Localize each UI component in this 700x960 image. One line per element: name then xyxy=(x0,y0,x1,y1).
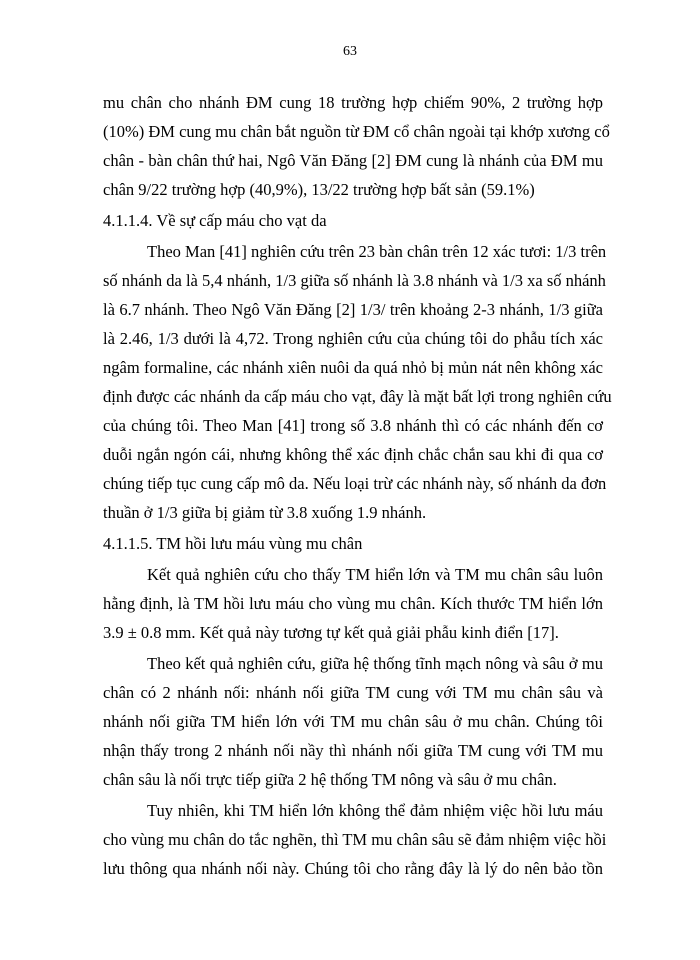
text-line: Tuy nhiên, khi TM hiển lớn không thể đảm nhiệm việc hồi lưu máu xyxy=(147,801,603,820)
text-line: Theo kết quả nghiên cứu, giữa hệ thống tĩnh mạch nông và sâu ở mu xyxy=(147,654,603,673)
text-line: duỗi ngắn ngón cái, nhưng không thể xác định chắc chắn sau khi đi qua cơ xyxy=(103,445,603,464)
section-heading: 4.1.1.4. Về sự cấp máu cho vạt da xyxy=(103,211,327,230)
text-line: hằng định, là TM hồi lưu máu cho vùng mu chân. Kích thước TM hiển lớn xyxy=(103,594,603,613)
text-line: nhận thấy trong 2 nhánh nối nầy thì nhánh nối giữa TM cung với TM mu xyxy=(103,741,603,760)
text-line: ngâm formaline, các nhánh xiên nuôi da quá nhỏ bị mủn nát nên không xác xyxy=(103,358,603,377)
text-line: là 6.7 nhánh. Theo Ngô Văn Đăng [2] 1/3/ trên khoảng 2-3 nhánh, 1/3 giữa xyxy=(103,300,603,319)
text-line: chân 9/22 trường hợp (40,9%), 13/22 trường hợp bất sản (59.1%) xyxy=(103,180,535,199)
text-line: mu chân cho nhánh ĐM cung 18 trường hợp chiếm 90%, 2 trường hợp xyxy=(103,93,603,112)
text-line: chân - bàn chân thứ hai, Ngô Văn Đăng [2] ĐM cung là nhánh của ĐM mu xyxy=(103,151,603,170)
body-text xyxy=(103,88,612,883)
text-line: 3.9 ± 0.8 mm. Kết quả này tương tự kết quả giải phẫu kinh điển [17]. xyxy=(103,623,559,642)
text-line: thuần ở 1/3 giữa bị giảm từ 3.8 xuống 1.9 nhánh. xyxy=(103,503,427,522)
text-line: chân có 2 nhánh nối: nhánh nối giữa TM cung với TM mu chân sâu và xyxy=(103,683,603,702)
text-line: của chúng tôi. Theo Man [41] trong số 3.8 nhánh thì có các nhánh đến cơ xyxy=(103,416,603,435)
text-line: định được các nhánh da cấp máu cho vạt, đây là mặt bất lợi trong nghiên cứu xyxy=(103,387,612,406)
text-line: số nhánh da là 5,4 nhánh, 1/3 giữa số nhánh là 3.8 nhánh và 1/3 xa số nhánh xyxy=(103,271,606,290)
text-line: nhánh nối giữa TM hiển lớn với TM mu chân sâu ở mu chân. Chúng tôi xyxy=(103,712,603,731)
page-number: 63 xyxy=(343,44,357,59)
text-line: cho vùng mu chân do tắc nghẽn, thì TM mu chân sâu sẽ đảm nhiệm việc hồi xyxy=(103,830,607,849)
text-line: Kết quả nghiên cứu cho thấy TM hiển lớn và TM mu chân sâu luôn xyxy=(147,565,603,584)
section-heading: 4.1.1.5. TM hồi lưu máu vùng mu chân xyxy=(103,534,363,553)
text-line: chân sâu là nối trực tiếp giữa 2 hệ thống TM nông và sâu ở mu chân. xyxy=(103,770,557,789)
text-line: Theo Man [41] nghiên cứu trên 23 bàn chân trên 12 xác tươi: 1/3 trên xyxy=(147,242,607,261)
text-line: (10%) ĐM cung mu chân bắt nguồn từ ĐM cổ chân ngoài tại khớp xương cổ xyxy=(103,122,610,141)
text-line: là 2.46, 1/3 dưới là 4,72. Trong nghiên cứu của chúng tôi do phẫu tích xác xyxy=(103,329,603,348)
text-line: lưu thông qua nhánh nối này. Chúng tôi cho rằng đây là lý do nên bảo tồn xyxy=(103,859,603,878)
text-line: chúng tiếp tục cung cấp mô da. Nếu loại trừ các nhánh này, số nhánh da đơn xyxy=(103,474,607,493)
